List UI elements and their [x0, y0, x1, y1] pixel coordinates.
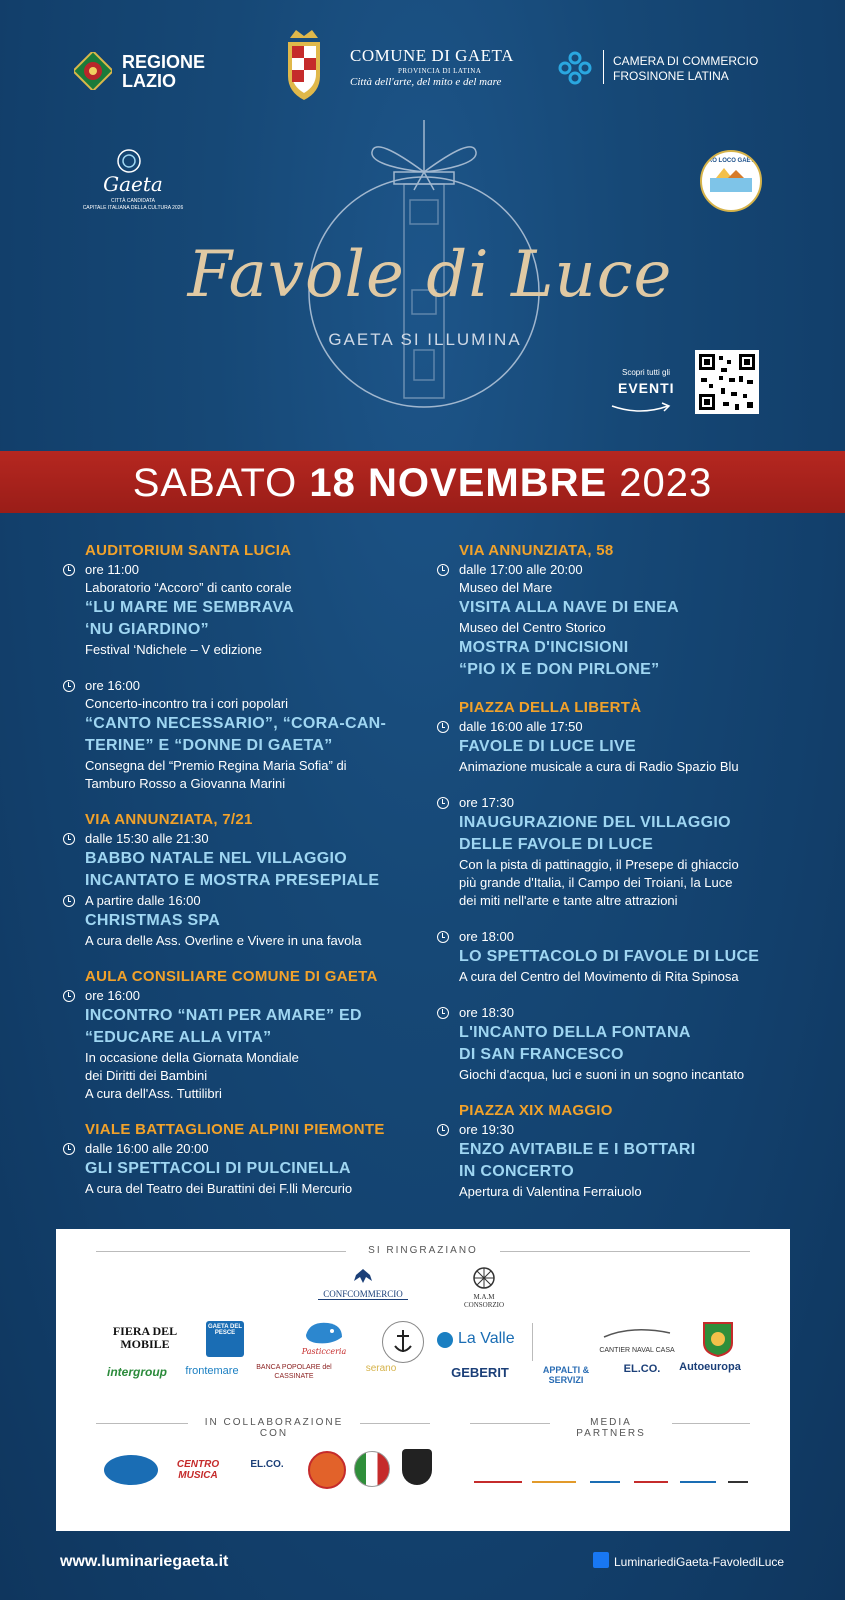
- event-heading: “CANTO NECESSARIO”, “CORA-CAN-: [85, 715, 387, 732]
- camera-commercio-logo: [555, 46, 785, 90]
- date-banner-text: [0, 461, 845, 506]
- regione-line2: LAZIO: [122, 70, 176, 91]
- event-heading: ENZO AVITABILE E I BOTTARI: [459, 1141, 696, 1158]
- event-heading: GLI SPETTACOLI DI PULCINELLA: [85, 1160, 351, 1177]
- shield-logo-icon: [702, 1321, 734, 1357]
- pro-loco-logo: [700, 150, 762, 212]
- clock-icon: [63, 833, 75, 845]
- clock-icon: [437, 1124, 449, 1136]
- sponsor-confcommercio: [318, 1267, 408, 1311]
- gaeta-candidate-logo: [78, 148, 188, 214]
- event-heading: INAUGURAZIONE DEL VILLAGGIO: [459, 814, 731, 831]
- pro-loco-text: PRO LOCO GAETA: [703, 158, 759, 164]
- qr-line2: EVENTI: [618, 380, 675, 396]
- regione-line1: REGIONE: [122, 52, 206, 72]
- event-desc: Tamburo Rosso a Giovanna Marini: [85, 776, 286, 791]
- event-christmas-spa: [63, 892, 418, 950]
- sponsor-name: La Valle: [458, 1330, 515, 1347]
- clock-icon: [437, 564, 449, 576]
- camera-line1: CAMERA DI COMMERCIO: [613, 54, 759, 68]
- event-fontana: [437, 1004, 797, 1084]
- event-desc: più grande d'Italia, il Campo dei Troiani, la Luce: [459, 875, 733, 890]
- social-handle[interactable]: LuminariediGaeta-FavolediLuce: [614, 1555, 785, 1569]
- media-logo-2: [532, 1451, 576, 1483]
- sponsor-name: GAETA DEL PESCE: [208, 1324, 242, 1336]
- event-heading: VISITA ALLA NAVE DI ENEA: [459, 599, 679, 616]
- sponsors-panel: [56, 1229, 790, 1531]
- event-title: Favole di Luce: [187, 238, 673, 312]
- event-desc: Museo del Centro Storico: [459, 620, 606, 635]
- clock-icon: [437, 1007, 449, 1019]
- sponsor-la-valle: [436, 1329, 526, 1357]
- event-desc: Festival ‘Ndichele – V edizione: [85, 642, 263, 657]
- confcommercio-eagle-icon: [352, 1267, 374, 1285]
- event-time: dalle 16:00 alle 17:50: [459, 719, 583, 734]
- sponsor-gaeta-pesce: [206, 1321, 244, 1357]
- event-inaugurazione: [437, 794, 797, 910]
- collab-logo-blue: [104, 1455, 158, 1485]
- event-heading: DELLE FAVOLE DI LUCE: [459, 836, 654, 853]
- event-heading: L'INCANTO DELLA FONTANA: [459, 1024, 691, 1041]
- banner-year: 2023: [619, 461, 713, 505]
- gaeta-coat-of-arms-icon: [284, 28, 324, 102]
- event-heading: “PIO IX E DON PIRLONE”: [459, 661, 660, 678]
- event-museo-del-mare: [437, 561, 797, 681]
- event-heading: INCONTRO “NATI PER AMARE” ED: [85, 1007, 362, 1024]
- whale-icon: [302, 1317, 346, 1347]
- sponsor-name: M.A.M CONSORZIO: [463, 1293, 505, 1309]
- anchor-icon: [383, 1322, 423, 1362]
- facebook-icon: [593, 1552, 609, 1568]
- event-desc: A cura del Centro del Movimento di Rita Spinosa: [459, 969, 739, 984]
- venue-auditorium: AUDITORIUM SANTA LUCIA: [85, 542, 292, 559]
- sponsor-cantier: [594, 1325, 680, 1361]
- event-lu-mare: [63, 561, 418, 659]
- boat-icon: [602, 1325, 672, 1341]
- collab-logo-dark: [402, 1449, 432, 1485]
- sponsor-name: CANTIER NAVAL CASA: [599, 1347, 675, 1354]
- camera-line2: FROSINONE LATINA: [613, 69, 729, 83]
- qr-promo[interactable]: [610, 350, 760, 420]
- gaeta-sphere-icon: [116, 148, 142, 174]
- event-favole-live: [437, 718, 797, 776]
- sponsor-name: Pasticceria: [301, 1347, 347, 1356]
- comune-name: COMUNE DI GAETA: [350, 46, 514, 65]
- event-heading: DI SAN FRANCESCO: [459, 1046, 624, 1063]
- camera-commercio-emblem-icon: [555, 48, 595, 88]
- venue-piazza-xix-maggio: PIAZZA XIX MAGGIO: [459, 1102, 613, 1119]
- label-thanks: SI RINGRAZIANO: [368, 1245, 478, 1256]
- event-heading: “EDUCARE ALLA VITA”: [85, 1029, 272, 1046]
- event-heading: MOSTRA D'INCISIONI: [459, 639, 629, 656]
- sponsor-consorzio: [532, 1323, 577, 1361]
- clock-icon: [437, 931, 449, 943]
- gaeta-logo-caption2: CAPITALE ITALIANA DELLA CULTURA 2026: [82, 205, 184, 211]
- venue-viale-battaglione: VIALE BATTAGLIONE ALPINI PIEMONTE: [85, 1121, 385, 1138]
- venue-annunziata-721: VIA ANNUNZIATA, 7/21: [85, 811, 253, 828]
- event-nati-per-amare: [63, 987, 418, 1103]
- media-logo-3: [590, 1447, 620, 1483]
- clock-icon: [63, 564, 75, 576]
- collab-centro-musica: CENTRO MUSICA: [176, 1459, 220, 1481]
- program-left-column: [63, 542, 418, 1198]
- sponsor-frontemare: frontemare: [185, 1365, 239, 1377]
- sponsor-appalti: APPALTI & SERVIZI: [542, 1365, 590, 1385]
- clock-icon: [437, 721, 449, 733]
- event-heading: ‘NU GIARDINO”: [85, 621, 209, 638]
- sponsor-intergroup: intergroup: [107, 1365, 167, 1379]
- event-desc: dei miti nell'arte e tante altre attrazioni: [459, 893, 678, 908]
- venue-annunziata-58: VIA ANNUNZIATA, 58: [459, 542, 614, 559]
- sponsor-name: CONFCOMMERCIO: [318, 1289, 408, 1300]
- la-valle-icon: [436, 1331, 454, 1349]
- media-logo-4: [634, 1451, 668, 1483]
- event-subtitle: GAETA SI ILLUMINA: [328, 330, 522, 349]
- label-collab: IN COLLABORAZIONE CON: [204, 1417, 344, 1439]
- comune-province: PROVINCIA DI LATINA: [398, 67, 482, 75]
- qr-code[interactable]: [695, 350, 759, 414]
- sponsor-elco: EL.CO.: [623, 1363, 661, 1375]
- event-desc: Con la pista di pattinaggio, il Presepe di ghiaccio: [459, 857, 739, 872]
- event-time: dalle 16:00 alle 20:00: [85, 1141, 209, 1156]
- sponsor-serano: serano: [365, 1363, 397, 1374]
- event-desc: In occasione della Giornata Mondiale: [85, 1050, 299, 1065]
- sponsor-geberit: GEBERIT: [451, 1365, 509, 1380]
- event-desc: Concerto-incontro tra i cori popolari: [85, 696, 289, 711]
- arrow-right-icon: [610, 400, 674, 416]
- collab-logo-orange: [308, 1451, 346, 1489]
- regione-lazio-emblem-icon: [74, 52, 112, 90]
- event-desc: Museo del Mare: [459, 580, 553, 595]
- event-pulcinella: [63, 1140, 418, 1198]
- event-heading: BABBO NATALE NEL VILLAGGIO: [85, 850, 348, 867]
- collab-logo-flag: [354, 1451, 390, 1487]
- event-heading: “LU MARE ME SEMBRAVA: [85, 599, 294, 616]
- gaeta-logo-name: Gaeta: [103, 172, 163, 196]
- sponsor-fiera-mobile: FIERA DEL MOBILE: [112, 1324, 178, 1351]
- event-heading: INCANTATO E MOSTRA PRESEPIALE: [85, 872, 380, 889]
- event-heading: LO SPETTACOLO DI FAVOLE DI LUCE: [459, 948, 760, 965]
- sponsor-banca-cassinate: BANCA POPOLARE del CASSINATE: [256, 1364, 332, 1380]
- event-desc: dei Diritti dei Bambini: [85, 1068, 208, 1083]
- gaeta-logo-caption1: CITTÀ CANDIDATA: [111, 198, 155, 204]
- media-logo-1: [474, 1451, 522, 1483]
- event-desc: Apertura di Valentina Ferraiuolo: [459, 1184, 642, 1199]
- collab-elco: EL.CO.: [250, 1459, 284, 1470]
- event-babbo-natale: [63, 830, 418, 892]
- sponsor-anchor-badge: [382, 1321, 424, 1363]
- event-desc: Giochi d'acqua, luci e suoni in un sogno incantato: [459, 1067, 745, 1082]
- event-heading: IN CONCERTO: [459, 1163, 575, 1180]
- event-time: A partire dalle 16:00: [85, 893, 201, 908]
- media-logo-5: [680, 1451, 716, 1483]
- regione-lazio-logo: [74, 52, 224, 92]
- qr-line1: Scopri tutti gli: [622, 368, 671, 377]
- event-desc: Consegna del “Premio Regina Maria Sofia” di: [85, 758, 347, 773]
- event-time: ore 17:30: [459, 795, 514, 810]
- clock-icon: [63, 990, 75, 1002]
- sponsor-mam: [454, 1263, 514, 1313]
- website-link[interactable]: www.luminariegaeta.it: [60, 1553, 229, 1570]
- clock-icon: [63, 680, 75, 692]
- label-media: MEDIA PARTNERS: [576, 1417, 646, 1439]
- event-time: ore 19:30: [459, 1122, 514, 1137]
- event-time: ore 18:00: [459, 929, 514, 944]
- event-desc: Laboratorio “Accoro” di canto corale: [85, 580, 292, 595]
- clock-icon: [437, 797, 449, 809]
- comune-gaeta-logo: [284, 28, 524, 104]
- event-heading: TERINE” E “DONNE DI GAETA”: [85, 737, 333, 754]
- venue-piazza-liberta: PIAZZA DELLA LIBERTÀ: [459, 699, 642, 716]
- event-time: dalle 17:00 alle 20:00: [459, 562, 583, 577]
- media-logo-6: [728, 1447, 748, 1483]
- mam-wheel-icon: [469, 1263, 499, 1289]
- clock-icon: [63, 1143, 75, 1155]
- qr-code-icon: [695, 350, 759, 414]
- venue-aula-consiliare: AULA CONSILIARE COMUNE DI GAETA: [85, 968, 378, 985]
- event-time: ore 16:00: [85, 678, 140, 693]
- event-heading: CHRISTMAS SPA: [85, 912, 221, 929]
- event-time: ore 18:30: [459, 1005, 514, 1020]
- event-heading: FAVOLE DI LUCE LIVE: [459, 738, 636, 755]
- event-desc: Animazione musicale a cura di Radio Spazio Blu: [459, 759, 739, 774]
- event-time: dalle 15:30 alle 21:30: [85, 831, 209, 846]
- program-right-column: [437, 542, 797, 1201]
- clock-icon: [63, 895, 75, 907]
- event-time: ore 11:00: [85, 562, 139, 577]
- event-time: ore 16:00: [85, 988, 140, 1003]
- event-desc: A cura dell'Ass. Tuttilibri: [85, 1086, 222, 1101]
- event-avitabile: [437, 1121, 797, 1201]
- event-desc: A cura del Teatro dei Burattini dei F.lli Mercurio: [85, 1181, 353, 1196]
- sponsor-whale: [294, 1317, 354, 1363]
- banner-day: SABATO: [132, 461, 298, 505]
- sponsor-shield: [702, 1321, 734, 1357]
- event-canto-necessario: [63, 677, 418, 793]
- comune-motto: Città dell'arte, del mito e del mare: [350, 76, 502, 88]
- banner-date: 18 NOVEMBRE: [309, 461, 608, 505]
- sponsor-autoeuropa: Autoeuropa: [679, 1361, 741, 1373]
- event-desc: A cura delle Ass. Overline e Vivere in una favola: [85, 933, 362, 948]
- event-spettacolo: [437, 928, 797, 986]
